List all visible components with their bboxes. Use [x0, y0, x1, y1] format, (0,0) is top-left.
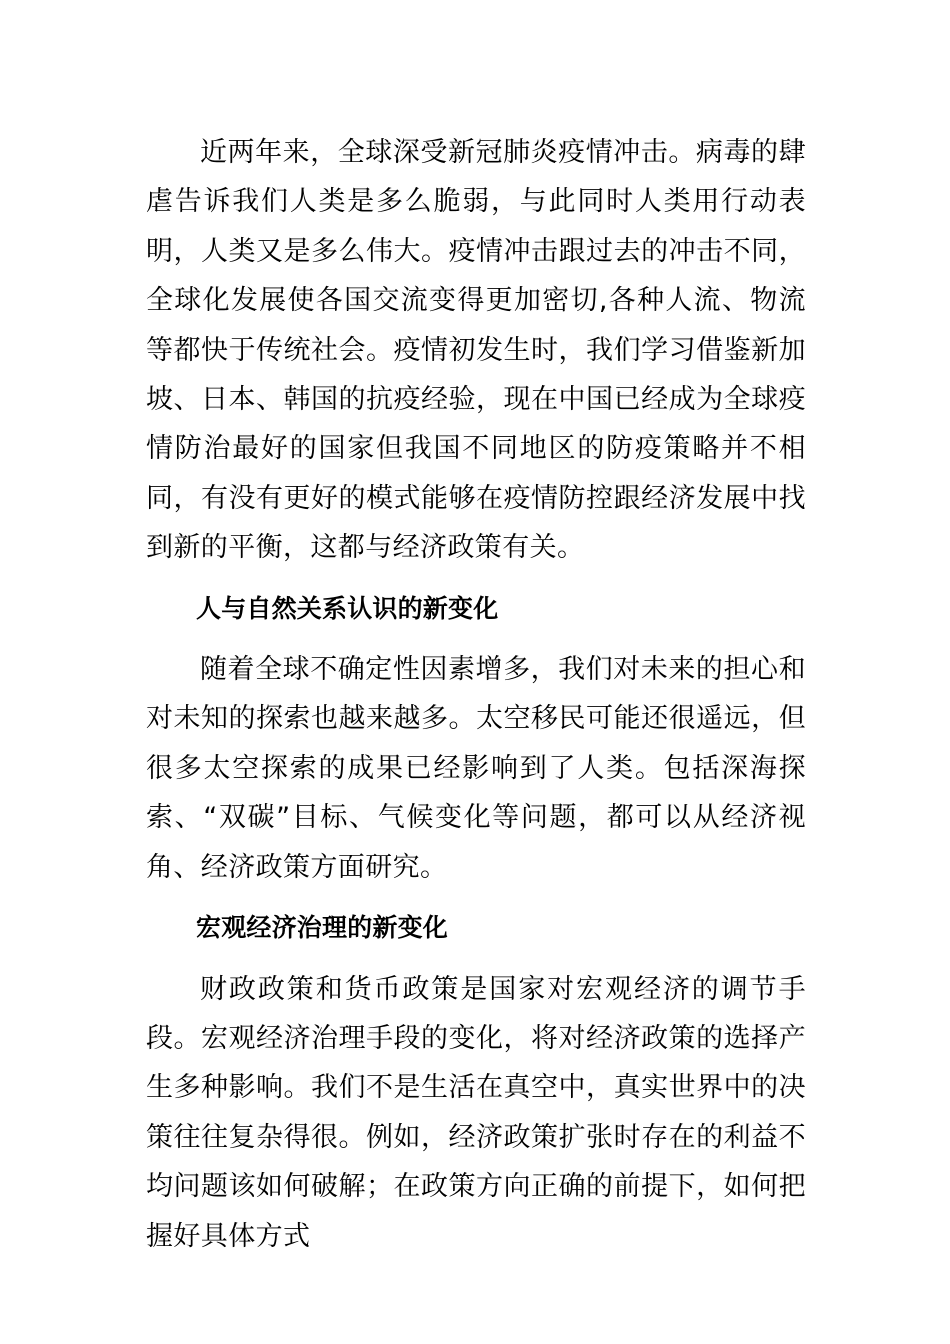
section-heading-macro-governance: 宏观经济治理的新变化 [196, 913, 449, 943]
paragraph-policy: 财政政策和货币政策是国家对宏观经济的调节手段。宏观经济治理手段的变化，将对经济政策的选择产生多种影响。我们不是生活在真空中，真实世界中的决策往往复杂得很。例如，经济政策扩张时存在的利益不均问题该如何破解；在政策方向正确的前提下，如何把握好具体方式 [146, 973, 806, 1252]
paragraph-pandemic: 近两年来，全球深受新冠肺炎疫情冲击。病毒的肆虐告诉我们人类是多么脆弱，与此同时人类用行动表明，人类又是多么伟大。疫情冲击跟过去的冲击不同，全球化发展使各国交流变得更加密切,各种人流、物流等都快于传统社会。疫情初发生时，我们学习借鉴新加坡、日本、韩国的抗疫经验，现在中国已经成为全球疫情防治最好的国家但我国不同地区的防疫策略并不相同，有没有更好的模式能够在疫情防控跟经济发展中找到新的平衡，这都与经济政策有关。 [146, 137, 806, 564]
paragraph-exploration: 随着全球不确定性因素增多，我们对未来的担心和对未知的探索也越来越多。太空移民可能还很遥远，但很多太空探索的成果已经影响到了人类。包括深海探索、“双碳”目标、气候变化等问题，都可以从经济视角、经济政策方面研究。 [146, 654, 806, 883]
document-page [146, 128, 806, 1261]
section-heading-nature: 人与自然关系认识的新变化 [196, 593, 499, 623]
